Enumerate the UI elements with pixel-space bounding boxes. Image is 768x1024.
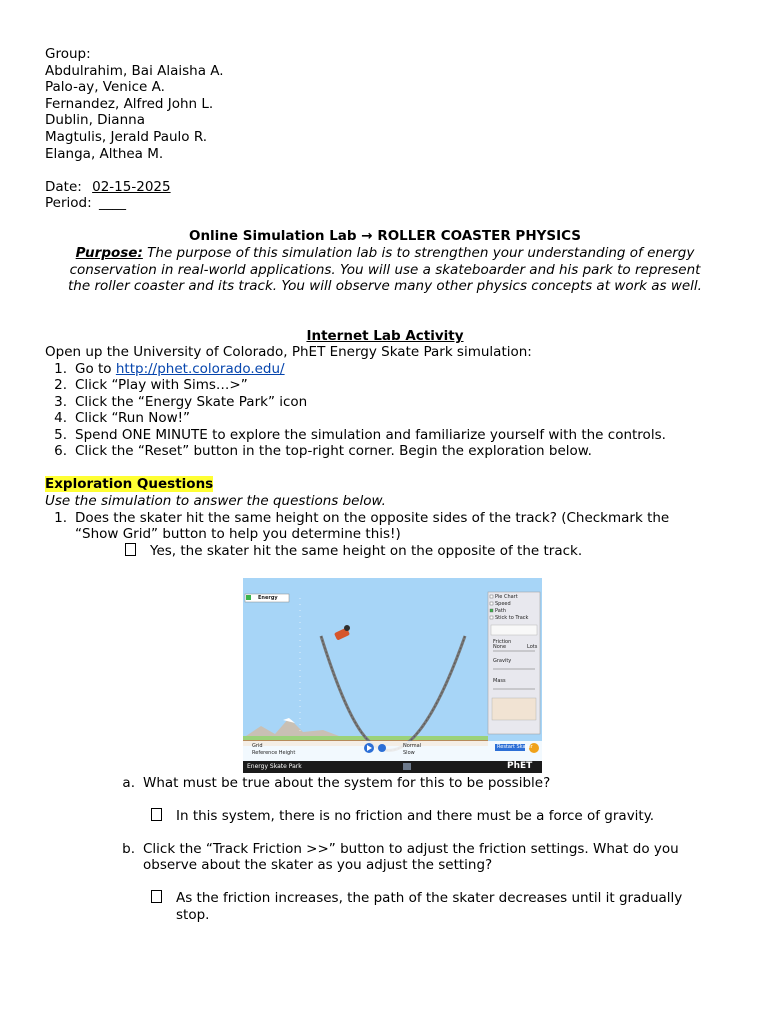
step-item: [45, 361, 285, 378]
step-number: 1.: [54, 361, 67, 377]
step-number: 3.: [54, 394, 67, 410]
answer-1: [125, 543, 582, 560]
checkbox-icon: [151, 890, 162, 903]
question-number: b.: [122, 841, 135, 857]
answer-text: In this system, there is no friction and there must be a force of gravity.: [176, 808, 655, 824]
step-item: [45, 394, 307, 411]
date-value: 02-15-2025: [92, 179, 171, 195]
question-number: 1.: [54, 510, 67, 526]
track: [321, 636, 465, 750]
date-label: Date:: [45, 179, 82, 195]
checkbox-icon: [151, 808, 162, 821]
group-member: Fernandez, Alfred John L.: [45, 96, 214, 112]
date-line: [45, 179, 171, 196]
slow-radio[interactable]: Slow: [403, 750, 415, 756]
answer-text: stop.: [176, 907, 210, 923]
period-value: ____: [98, 195, 126, 211]
energy-label[interactable]: Energy: [258, 595, 278, 601]
purpose-line: conservation in real-world applications. You will use a skateboarder and his park to represent: [69, 262, 701, 278]
friction-lots: Lots: [527, 644, 538, 650]
path-check[interactable]: Path: [495, 608, 506, 614]
step-text: Go to: [75, 361, 116, 377]
title-suffix: ROLLER COASTER PHYSICS: [377, 228, 582, 244]
step-number: 4.: [54, 410, 67, 426]
friction-label: Friction: [493, 639, 512, 645]
group-member: Palo-ay, Venice A.: [45, 79, 165, 95]
step-text: Spend ONE MINUTE to explore the simulation and familiarize yourself with the controls.: [75, 427, 666, 443]
lab-title: [45, 228, 725, 245]
step-number: 2.: [54, 377, 67, 393]
step-number: 5.: [54, 427, 67, 443]
group-member: Elanga, Althea M.: [45, 146, 164, 162]
normal-radio[interactable]: Normal: [403, 743, 422, 749]
step-text: Click the “Reset” button in the top-right corner. Begin the exploration below.: [75, 443, 592, 459]
grid-check[interactable]: Grid: [252, 743, 263, 749]
answer-a: [151, 808, 654, 825]
answer-text: Yes, the skater hit the same height on the opposite of the track.: [150, 543, 583, 559]
question-number: a.: [122, 775, 135, 791]
checkbox-icon: [125, 543, 136, 556]
mass-label: Mass: [493, 678, 506, 684]
period-label: Period:: [45, 195, 92, 211]
gravity-label: Gravity: [493, 658, 512, 664]
question-text: Does the skater hit the same height on the opposite sides of the track? (Checkmark the: [75, 510, 670, 526]
title-prefix: Online Simulation Lab: [188, 228, 357, 244]
simulation-screenshot: [243, 578, 542, 773]
group-member: Abdulrahim, Bai Alaisha A.: [45, 63, 224, 79]
question-1: [45, 510, 669, 527]
question-text: observe about the skater as you adjust the setting?: [143, 857, 493, 873]
activity-intro: Open up the University of Colorado, PhET Energy Skate Park simulation:: [45, 344, 532, 360]
purpose-line: the roller coaster and its track. You will observe many other physics concepts at work as well.: [68, 278, 702, 294]
step-item: [45, 377, 248, 394]
answer-text: As the friction increases, the path of the skater decreases until it gradually: [176, 890, 683, 906]
group-member: Dublin, Dianna: [45, 112, 145, 128]
step-number: 6.: [54, 443, 67, 459]
step-text: Click “Run Now!”: [75, 410, 191, 426]
purpose-text: The purpose of this simulation lab is to strengthen your understanding of energy: [147, 245, 695, 261]
restart-skater-label[interactable]: Restart Skater: [497, 744, 533, 750]
purpose-line: [45, 245, 725, 262]
phet-logo: PhET: [507, 761, 533, 771]
activity-heading: Internet Lab Activity: [306, 328, 464, 344]
stick-to-track-check[interactable]: Stick to Track: [495, 615, 529, 621]
step-text: Click “Play with Sims…>”: [75, 377, 248, 393]
exploration-heading: [45, 476, 213, 493]
step-item: [45, 443, 592, 460]
step-item: [45, 410, 190, 427]
answer-b: [151, 890, 682, 907]
purpose-label: Purpose:: [75, 245, 143, 261]
exploration-heading-text: Exploration Questions: [45, 476, 214, 492]
question-text: What must be true about the system for this to be possible?: [143, 775, 551, 791]
question-b: [113, 841, 679, 858]
exploration-instruction: Use the simulation to answer the questions below.: [45, 493, 386, 509]
step-item: [45, 427, 666, 444]
question-text: Click the “Track Friction >>” button to adjust the friction settings. What do you: [143, 841, 679, 857]
step-text: Click the “Energy Skate Park” icon: [75, 394, 308, 410]
period-line: [45, 195, 126, 212]
sim-title: Energy Skate Park: [247, 763, 302, 770]
friction-none: None: [493, 644, 507, 650]
speed-check[interactable]: Speed: [495, 601, 511, 607]
phet-link[interactable]: http://phet.colorado.edu/: [115, 361, 285, 377]
question-a: [113, 775, 550, 792]
question-text: “Show Grid” button to help you determine this!): [75, 526, 401, 542]
group-label: Group:: [45, 46, 91, 62]
group-member: Magtulis, Jerald Paulo R.: [45, 129, 208, 145]
reference-height-check[interactable]: Reference Height: [252, 750, 296, 756]
pie-chart-check[interactable]: Pie Chart: [495, 594, 518, 600]
arrow-icon: →: [361, 228, 373, 244]
